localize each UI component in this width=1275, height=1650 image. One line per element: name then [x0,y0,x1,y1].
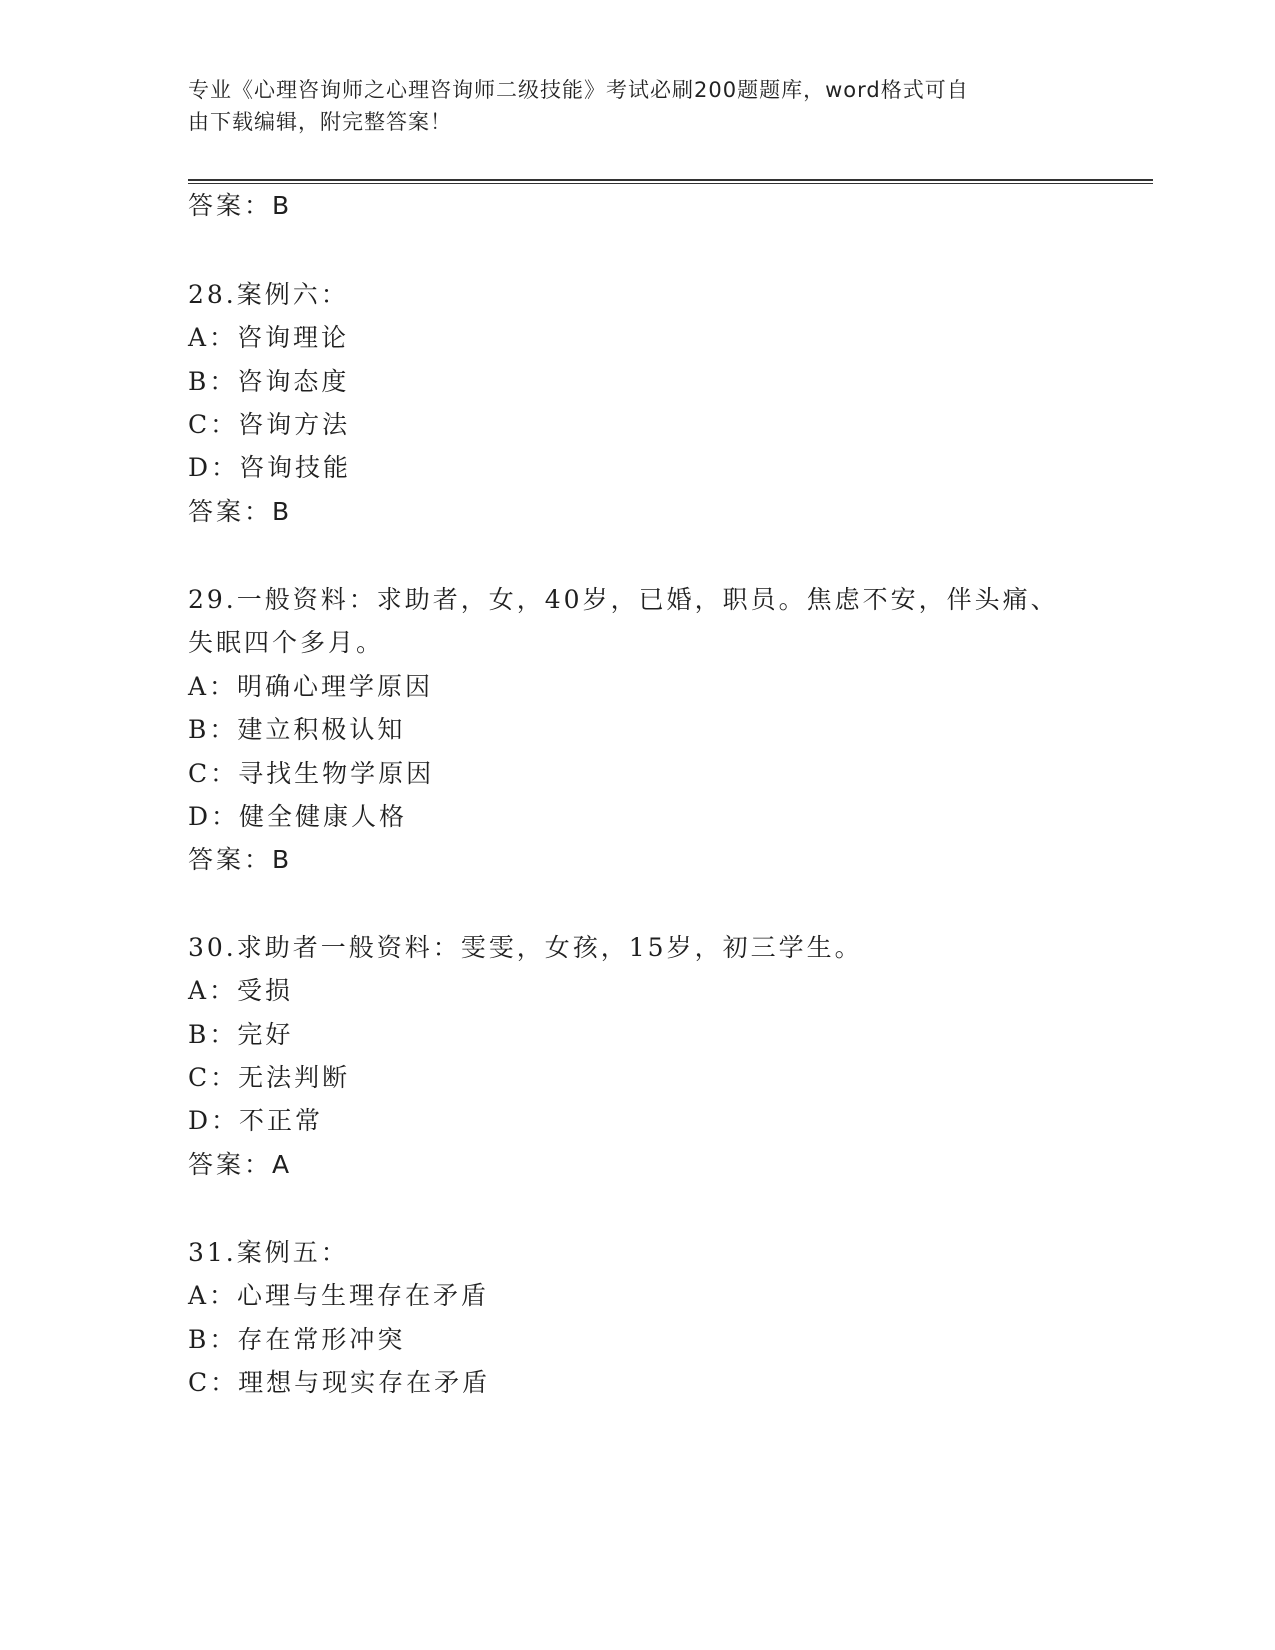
option-a: A：心理与生理存在矛盾 [188,1281,490,1310]
question-stem: 31.案例五： [188,1238,349,1267]
answer-value: B [272,191,291,220]
option-a: A：明确心理学原因 [188,672,434,701]
header-line-2: 由下载编辑，附完整答案！ [188,110,452,134]
answer-line [188,1145,290,1181]
option-b: B：完好 [188,1020,294,1049]
answer-value: B [272,845,291,874]
question-stem-continued: 失眠四个多月。 [188,628,385,657]
answer-line [188,186,290,222]
document-header [188,74,1068,138]
header-rule-thick [188,179,1153,181]
option-c: C：咨询方法 [188,410,351,439]
answer-label: 答案： [188,497,273,526]
answer-line [188,840,290,876]
option-b: B：咨询态度 [188,367,350,396]
answer-label: 答案： [188,191,273,220]
option-c: C：无法判断 [188,1063,351,1092]
answer-label: 答案： [188,1150,273,1179]
option-c: C：寻找生物学原因 [188,759,435,788]
option-d: D：不正常 [188,1106,324,1135]
question-stem: 29.一般资料：求助者，女，40岁，已婚，职员。焦虑不安，伴头痛、 [188,585,1059,614]
answer-value: B [272,497,291,526]
answer-value: A [272,1150,291,1179]
option-b: B：存在常形冲突 [188,1325,406,1354]
header-rule-thin [188,183,1153,184]
answer-label: 答案： [188,845,273,874]
option-a: A：受损 [188,976,294,1005]
option-a: A：咨询理论 [188,323,350,352]
header-line-1: 专业《心理咨询师之心理咨询师二级技能》考试必刷200题题库，word格式可自 [188,78,969,102]
question-stem: 28.案例六： [188,280,349,309]
answer-line [188,492,290,528]
option-d: D：健全健康人格 [188,802,408,831]
option-d: D：咨询技能 [188,453,352,482]
question-stem: 30.求助者一般资料：雯雯，女孩，15岁，初三学生。 [188,933,863,962]
option-c: C：理想与现实存在矛盾 [188,1368,491,1397]
option-b: B：建立积极认知 [188,715,406,744]
